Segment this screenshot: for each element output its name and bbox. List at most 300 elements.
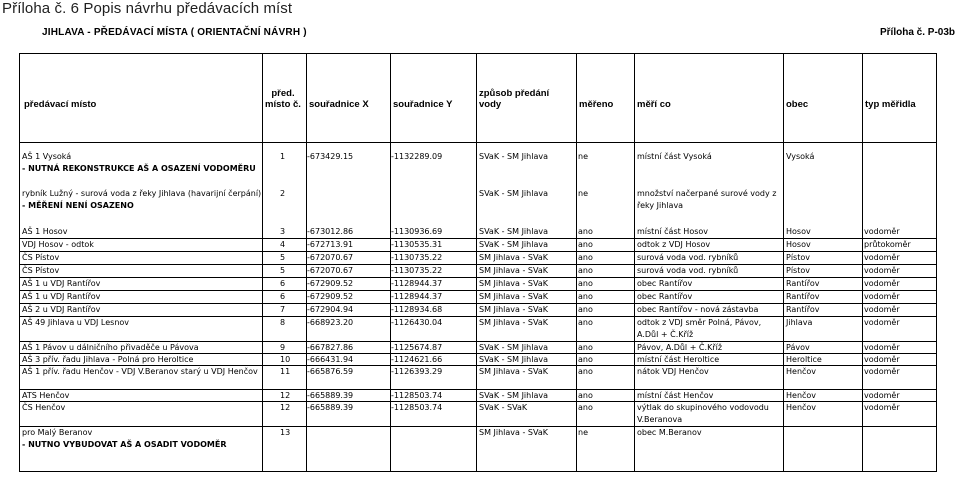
cell-transfer-point	[22, 278, 262, 290]
municipality-text: Henčov	[786, 391, 817, 400]
transfer-point-text: AŠ 1 přív. řadu Henčov - VDJ V.Beranov starý u VDJ Henčov	[22, 367, 258, 376]
header-meter-type: typ měřidla	[865, 99, 916, 110]
cell-transfer-point	[22, 265, 262, 277]
cell-transfer-method	[479, 304, 577, 316]
cell-measures-what	[637, 239, 782, 251]
cell-coordinate-y	[391, 402, 477, 414]
transfer-points-table	[19, 53, 937, 472]
table-row	[20, 252, 936, 265]
cell-transfer-method	[479, 265, 577, 277]
measured-text: ano	[578, 227, 593, 236]
cell-measures-what	[637, 291, 782, 303]
cell-meter-type	[864, 291, 937, 303]
table-body	[20, 151, 936, 464]
measured-text: ano	[578, 279, 593, 288]
cell-meter-type	[864, 317, 937, 329]
measured-text: ano	[578, 292, 593, 301]
cell-transfer-point	[22, 252, 262, 264]
cell-measured	[578, 188, 634, 200]
transfer-point-text: VDJ Hosov - odtok	[22, 240, 94, 249]
cell-measured	[578, 366, 634, 378]
measured-text: ano	[578, 305, 593, 314]
transfer-point-note: - MĚŘENÍ NENÍ OSAZENO	[22, 201, 134, 211]
measures-what-text: odtok z VDJ směr Polná, Pávov, A.Důl + Č.Kříž	[637, 318, 762, 340]
cell-point-number	[280, 304, 310, 316]
cell-meter-type	[864, 239, 937, 251]
header-separator	[20, 142, 936, 143]
coordinate-x-text: -672070.67	[307, 253, 354, 262]
measured-text: ano	[578, 343, 593, 352]
cell-coordinate-x	[307, 342, 391, 354]
header-point-number: před. místo č.	[265, 88, 301, 110]
coordinate-y-text: -1125674.87	[391, 343, 443, 352]
point-number-text: 5	[280, 253, 286, 262]
measures-what-text: místní část Henčov	[637, 391, 714, 400]
cell-transfer-method	[479, 317, 577, 329]
measures-what-text: odtok z VDJ Hosov	[637, 240, 711, 249]
cell-measures-what	[637, 390, 782, 402]
cell-transfer-method	[479, 151, 577, 163]
meter-type-text: průtokoměr	[864, 240, 911, 249]
cell-coordinate-y	[391, 366, 477, 378]
table-row	[20, 342, 936, 354]
cell-transfer-point	[22, 151, 262, 176]
cell-municipality	[786, 366, 864, 378]
measured-text: ano	[578, 367, 593, 376]
cell-point-number	[280, 427, 310, 439]
cell-meter-type	[864, 402, 937, 414]
coordinate-y-text: -1128934.68	[391, 305, 443, 314]
point-number-text: 11	[280, 367, 291, 376]
meter-type-text: vodoměr	[864, 279, 900, 288]
meter-type-text: vodoměr	[864, 305, 900, 314]
document-title: JIHLAVA - PŘEDÁVACÍ MÍSTA ( ORIENTAČNÍ NÁVRH )	[42, 27, 307, 38]
table-row	[20, 291, 936, 304]
point-number-text: 4	[280, 240, 286, 249]
measured-text: ano	[578, 355, 593, 364]
cell-transfer-point	[22, 317, 262, 329]
transfer-method-text: SM Jihlava - SVaK	[479, 318, 548, 327]
cell-transfer-point	[22, 366, 262, 378]
measures-what-text: místní část Vysoká	[637, 152, 712, 161]
cell-coordinate-y	[391, 304, 477, 316]
municipality-text: Pístov	[786, 253, 810, 262]
measured-text: ne	[578, 152, 588, 161]
table-row	[20, 226, 936, 239]
cell-point-number	[280, 265, 310, 277]
cell-measured	[578, 317, 634, 329]
cell-transfer-method	[479, 402, 577, 414]
cell-measured	[578, 239, 634, 251]
transfer-method-text: SM Jihlava - SVaK	[479, 428, 548, 437]
table-row	[20, 304, 936, 317]
municipality-text: Hosov	[786, 240, 811, 249]
transfer-method-text: SVaK - SM Jihlava	[479, 240, 548, 249]
transfer-point-text: AŠ 1 Vysoká	[22, 152, 72, 161]
cell-transfer-point	[22, 390, 262, 402]
coordinate-x-text: -672909.52	[307, 279, 354, 288]
coordinate-x-text: -665889.39	[307, 403, 354, 412]
municipality-text: Rantířov	[786, 305, 820, 314]
cell-transfer-method	[479, 291, 577, 303]
cell-transfer-method	[479, 390, 577, 402]
transfer-method-text: SM Jihlava - SVaK	[479, 266, 548, 275]
table-row	[20, 151, 936, 188]
cell-transfer-point	[22, 342, 262, 354]
cell-measures-what	[637, 252, 782, 264]
cell-transfer-point	[22, 226, 262, 238]
coordinate-x-text: -672909.52	[307, 292, 354, 301]
coordinate-x-text: -672904.94	[307, 305, 354, 314]
transfer-point-note: - NUTNO VYBUDOVAT AŠ A OSADIT VODOMĚR	[22, 440, 227, 450]
cell-coordinate-x	[307, 366, 391, 378]
transfer-method-text: SM Jihlava - SVaK	[479, 279, 548, 288]
cell-transfer-method	[479, 342, 577, 354]
coordinate-x-text: -673429.15	[307, 152, 354, 161]
measures-what-text: místní část Heroltice	[637, 355, 720, 364]
transfer-point-text: AŠ 1 Pávov u dálničního přivaděče u Pávova	[22, 343, 199, 352]
municipality-text: Hosov	[786, 227, 811, 236]
cell-measures-what	[637, 226, 782, 238]
coordinate-y-text: -1130735.22	[391, 253, 443, 262]
meter-type-text: vodoměr	[864, 266, 900, 275]
measured-text: ano	[578, 318, 593, 327]
cell-measures-what	[637, 366, 782, 378]
transfer-point-text: AŠ 1 Hosov	[22, 227, 68, 236]
cell-transfer-method	[479, 366, 577, 378]
cell-measures-what	[637, 354, 782, 366]
cell-coordinate-y	[391, 317, 477, 329]
meter-type-text: vodoměr	[864, 343, 900, 352]
cell-measured	[578, 427, 634, 439]
cell-municipality	[786, 291, 864, 303]
cell-meter-type	[864, 390, 937, 402]
table-row	[20, 317, 936, 342]
cell-point-number	[280, 226, 310, 238]
coordinate-y-text: -1130535.31	[391, 240, 443, 249]
cell-coordinate-y	[391, 390, 477, 402]
cell-coordinate-x	[307, 304, 391, 316]
meter-type-text: vodoměr	[864, 367, 900, 376]
cell-meter-type	[864, 278, 937, 290]
cell-meter-type	[864, 342, 937, 354]
point-number-text: 5	[280, 266, 286, 275]
cell-coordinate-y	[391, 291, 477, 303]
cell-measures-what	[637, 317, 782, 342]
table-header	[20, 54, 936, 142]
coordinate-y-text: -1130735.22	[391, 266, 443, 275]
transfer-method-text: SVaK - SM Jihlava	[479, 189, 548, 198]
cell-coordinate-x	[307, 226, 391, 238]
cell-measures-what	[637, 278, 782, 290]
coordinate-x-text: -665876.59	[307, 367, 354, 376]
transfer-method-text: SM Jihlava - SVaK	[479, 367, 548, 376]
point-number-text: 1	[280, 152, 286, 161]
cell-transfer-point	[22, 239, 262, 251]
cell-point-number	[280, 188, 310, 200]
coordinate-x-text: -672070.67	[307, 266, 354, 275]
measures-what-text: místní část Hosov	[637, 227, 709, 236]
cell-point-number	[280, 239, 310, 251]
cell-municipality	[786, 342, 864, 354]
header-transfer-method: způsob předání vody	[479, 88, 550, 110]
cell-transfer-method	[479, 188, 577, 200]
cell-measures-what	[637, 188, 782, 213]
cell-point-number	[280, 354, 310, 366]
point-number-text: 6	[280, 279, 286, 288]
meter-type-text: vodoměr	[864, 355, 900, 364]
measured-text: ne	[578, 189, 588, 198]
cell-measures-what	[637, 304, 782, 316]
measured-text: ano	[578, 391, 593, 400]
measured-text: ano	[578, 253, 593, 262]
cell-coordinate-y	[391, 265, 477, 277]
transfer-method-text: SM Jihlava - SVaK	[479, 253, 548, 262]
transfer-method-text: SM Jihlava - SVaK	[479, 292, 548, 301]
table-row	[20, 366, 936, 390]
cell-transfer-method	[479, 252, 577, 264]
cell-coordinate-y	[391, 226, 477, 238]
cell-meter-type	[864, 366, 937, 378]
meter-type-text: vodoměr	[864, 227, 900, 236]
transfer-method-text: SVaK - SM Jihlava	[479, 391, 548, 400]
cell-municipality	[786, 151, 864, 163]
transfer-point-text: rybník Lužný - surová voda z řeky Jihlava (havarijní čerpání)	[22, 189, 262, 198]
cell-coordinate-x	[307, 354, 391, 366]
cell-measures-what	[637, 402, 782, 427]
municipality-text: Pávov	[786, 343, 810, 352]
cell-meter-type	[864, 265, 937, 277]
measures-what-text: surová voda vod. rybníků	[637, 266, 739, 275]
transfer-point-text: AŠ 49 Jihlava u VDJ Lesnov	[22, 318, 130, 327]
cell-transfer-point	[22, 188, 262, 213]
coordinate-x-text: -668923.20	[307, 318, 354, 327]
header-measured: měřeno	[579, 99, 614, 110]
coordinate-x-text: -666431.94	[307, 355, 354, 364]
municipality-text: Rantířov	[786, 279, 820, 288]
cell-transfer-method	[479, 239, 577, 251]
cell-coordinate-x	[307, 390, 391, 402]
table-row	[20, 354, 936, 366]
measures-what-text: obec M.Beranov	[637, 428, 702, 437]
cell-meter-type	[864, 304, 937, 316]
transfer-point-text: ČS Pístov	[22, 253, 60, 262]
cell-measured	[578, 342, 634, 354]
cell-coordinate-y	[391, 354, 477, 366]
cell-coordinate-y	[391, 151, 477, 163]
point-number-text: 7	[280, 305, 286, 314]
table-row	[20, 265, 936, 278]
cell-meter-type	[864, 226, 937, 238]
table-row	[20, 402, 936, 427]
coordinate-x-text: -665889.39	[307, 391, 354, 400]
cell-coordinate-y	[391, 342, 477, 354]
cell-coordinate-x	[307, 278, 391, 290]
transfer-point-text: AŠ 3 přív. řadu Jihlava - Polná pro Heroltice	[22, 355, 194, 364]
meter-type-text: vodoměr	[864, 391, 900, 400]
cell-measured	[578, 402, 634, 414]
cell-meter-type	[864, 354, 937, 366]
municipality-text: Pístov	[786, 266, 810, 275]
cell-point-number	[280, 402, 310, 414]
municipality-text: Henčov	[786, 403, 817, 412]
header-coordinate-x: souřadnice X	[309, 99, 369, 110]
point-number-text: 9	[280, 343, 286, 352]
cell-point-number	[280, 366, 310, 378]
cell-coordinate-y	[391, 278, 477, 290]
measured-text: ano	[578, 403, 593, 412]
measures-what-text: obec Rantířov	[637, 279, 693, 288]
transfer-point-text: AŠ 1 u VDJ Rantířov	[22, 279, 101, 288]
cell-measured	[578, 252, 634, 264]
table-row	[20, 390, 936, 402]
transfer-method-text: SVaK - SM Jihlava	[479, 343, 548, 352]
transfer-method-text: SVaK - SM Jihlava	[479, 227, 548, 236]
cell-measures-what	[637, 265, 782, 277]
cell-measured	[578, 390, 634, 402]
header-coordinate-y: souřadnice Y	[393, 99, 453, 110]
cell-measured	[578, 265, 634, 277]
cell-municipality	[786, 317, 864, 329]
cell-municipality	[786, 252, 864, 264]
transfer-point-note: - NUTNÁ REKONSTRUKCE AŠ A OSAZENÍ VODOMĚRU	[22, 164, 256, 174]
transfer-method-text: SVaK - SM Jihlava	[479, 355, 548, 364]
coordinate-x-text: -667827.86	[307, 343, 354, 352]
point-number-text: 2	[280, 189, 286, 198]
coordinate-x-text: -673012.86	[307, 227, 354, 236]
coordinate-y-text: -1128944.37	[391, 292, 443, 301]
cell-municipality	[786, 390, 864, 402]
cell-municipality	[786, 239, 864, 251]
cell-point-number	[280, 291, 310, 303]
table-row	[20, 278, 936, 291]
transfer-point-text: ČS Henčov	[22, 403, 66, 412]
cell-municipality	[786, 402, 864, 414]
coordinate-y-text: -1128944.37	[391, 279, 443, 288]
transfer-point-text: ATS Henčov	[22, 391, 70, 400]
cell-coordinate-x	[307, 151, 391, 163]
cell-measures-what	[637, 342, 782, 354]
measured-text: ano	[578, 240, 593, 249]
cell-measured	[578, 226, 634, 238]
coordinate-y-text: -1128503.74	[391, 391, 443, 400]
municipality-text: Henčov	[786, 367, 817, 376]
meter-type-text: vodoměr	[864, 403, 900, 412]
cell-measured	[578, 278, 634, 290]
page-caption: Příloha č. 6 Popis návrhu předávacích míst	[2, 0, 293, 17]
cell-measures-what	[637, 151, 782, 163]
header-municipality: obec	[786, 99, 809, 110]
cell-coordinate-y	[391, 252, 477, 264]
cell-measured	[578, 354, 634, 366]
cell-transfer-method	[479, 226, 577, 238]
cell-transfer-method	[479, 278, 577, 290]
cell-municipality	[786, 304, 864, 316]
transfer-method-text: SM Jihlava - SVaK	[479, 305, 548, 314]
cell-measured	[578, 291, 634, 303]
transfer-point-text: AŠ 1 u VDJ Rantířov	[22, 292, 101, 301]
coordinate-y-text: -1126430.04	[391, 318, 443, 327]
coordinate-y-text: -1126393.29	[391, 367, 443, 376]
header-measures-what: měří co	[637, 99, 671, 110]
municipality-text: Rantířov	[786, 292, 820, 301]
cell-transfer-method	[479, 427, 577, 439]
cell-measures-what	[637, 427, 782, 439]
point-number-text: 12	[280, 391, 291, 400]
cell-coordinate-x	[307, 402, 391, 414]
meter-type-text: vodoměr	[864, 318, 900, 327]
cell-point-number	[280, 317, 310, 329]
cell-coordinate-y	[391, 239, 477, 251]
cell-point-number	[280, 342, 310, 354]
transfer-method-text: SVaK - SM Jihlava	[479, 152, 548, 161]
measures-what-text: nátok VDJ Henčov	[637, 367, 709, 376]
point-number-text: 10	[280, 355, 291, 364]
cell-point-number	[280, 278, 310, 290]
cell-coordinate-x	[307, 291, 391, 303]
measures-what-text: surová voda vod. rybníků	[637, 253, 739, 262]
point-number-text: 3	[280, 227, 286, 236]
header-transfer-point: předávací místo	[24, 99, 97, 110]
measures-what-text: množství načerpané surové vody z řeky Jihlava	[637, 189, 777, 211]
transfer-point-text: ČS Pístov	[22, 266, 60, 275]
cell-point-number	[280, 252, 310, 264]
transfer-point-text: pro Malý Beranov	[22, 428, 93, 437]
cell-transfer-point	[22, 427, 262, 452]
measured-text: ne	[578, 428, 588, 437]
cell-transfer-point	[22, 402, 262, 414]
municipality-text: Vysoká	[786, 152, 815, 161]
cell-meter-type	[864, 252, 937, 264]
coordinate-x-text: -672713.91	[307, 240, 354, 249]
table-row	[20, 188, 936, 226]
table-row	[20, 239, 936, 252]
coordinate-y-text: -1132289.09	[391, 152, 443, 161]
point-number-text: 12	[280, 403, 291, 412]
cell-transfer-point	[22, 354, 262, 366]
cell-transfer-point	[22, 291, 262, 303]
municipality-text: Heroltice	[786, 355, 822, 364]
measures-what-text: obec Rantířov	[637, 292, 693, 301]
cell-point-number	[280, 151, 310, 163]
cell-coordinate-x	[307, 317, 391, 329]
measures-what-text: Pávov, A.Důl + Č.Kříž	[637, 343, 723, 352]
cell-point-number	[280, 390, 310, 402]
cell-municipality	[786, 265, 864, 277]
measures-what-text: obec Rantířov - nová zástavba	[637, 305, 759, 314]
cell-municipality	[786, 354, 864, 366]
cell-municipality	[786, 226, 864, 238]
cell-measured	[578, 151, 634, 163]
cell-measured	[578, 304, 634, 316]
meter-type-text: vodoměr	[864, 253, 900, 262]
point-number-text: 13	[280, 428, 291, 437]
point-number-text: 8	[280, 318, 286, 327]
municipality-text: Jihlava	[786, 318, 813, 327]
point-number-text: 6	[280, 292, 286, 301]
table-row	[20, 427, 936, 464]
transfer-method-text: SVaK - SVaK	[479, 403, 528, 412]
appendix-reference: Příloha č. P-03b	[880, 27, 956, 38]
coordinate-y-text: -1124621.66	[391, 355, 443, 364]
cell-transfer-method	[479, 354, 577, 366]
cell-coordinate-x	[307, 252, 391, 264]
cell-transfer-point	[22, 304, 262, 316]
cell-municipality	[786, 278, 864, 290]
meter-type-text: vodoměr	[864, 292, 900, 301]
coordinate-y-text: -1128503.74	[391, 403, 443, 412]
coordinate-y-text: -1130936.69	[391, 227, 443, 236]
